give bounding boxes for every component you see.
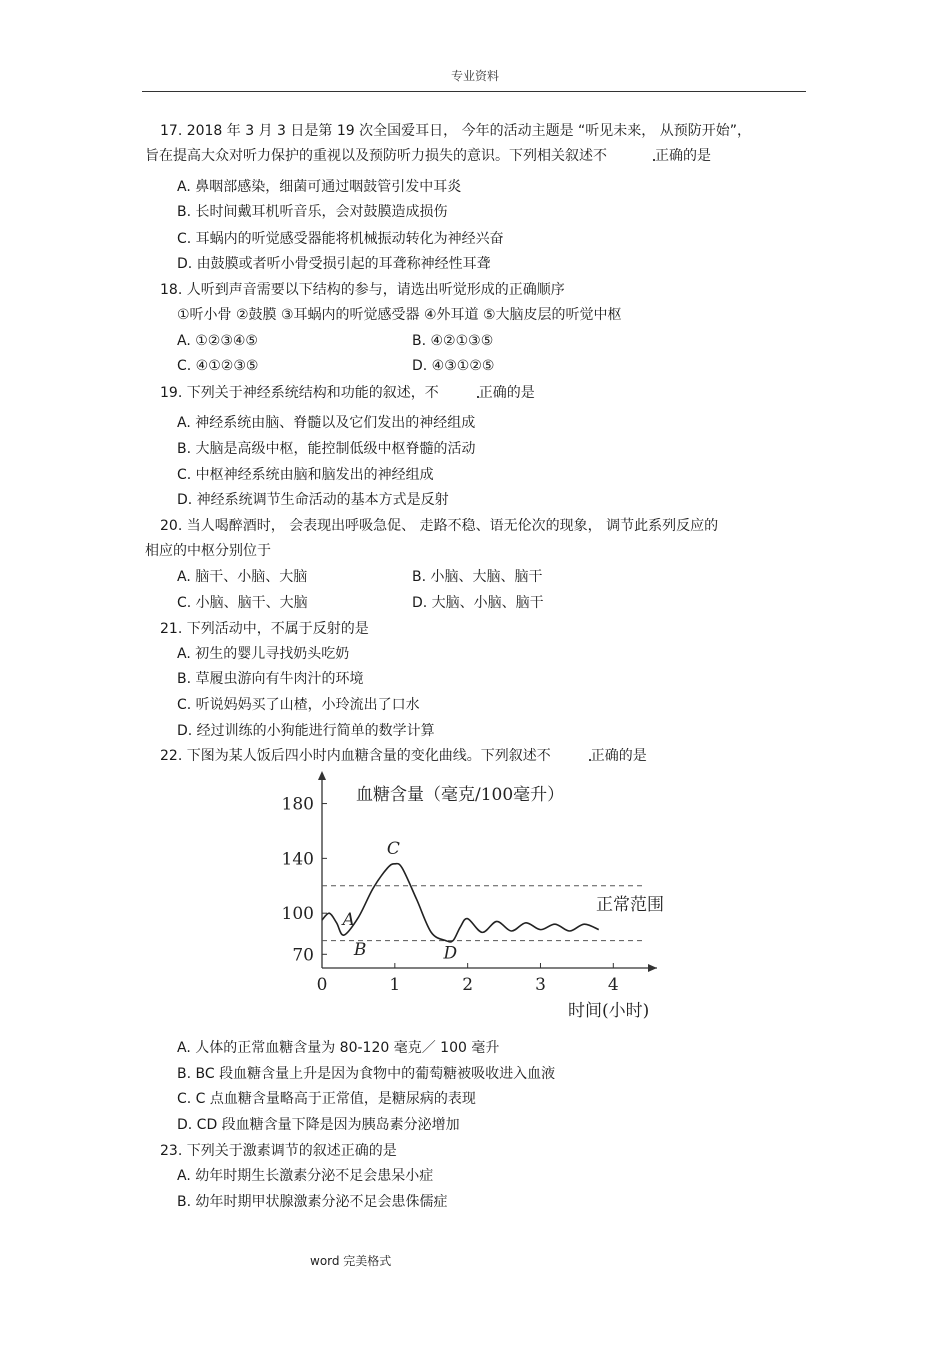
q23-option-a: A. 幼年时期生长激素分泌不足会患呆小症 xyxy=(177,1168,434,1184)
x-tick-label: 0 xyxy=(316,975,328,995)
q22-option-d: D. CD 段血糖含量下降是因为胰岛素分泌增加 xyxy=(177,1117,460,1133)
q22-option-a: A. 人体的正常血糖含量为 80-120 毫克／ 100 毫升 xyxy=(177,1040,500,1056)
q22-stem-end: 正确的是 xyxy=(590,748,647,764)
point-label-b: B xyxy=(353,940,367,961)
point-label-a: A xyxy=(342,909,355,930)
q20-option-d: D. 大脑、小脑、脑干 xyxy=(412,595,544,611)
q21-option-d: D. 经过训练的小狗能进行简单的数学计算 xyxy=(177,723,435,739)
q18-option-a: A. ①②③④⑤ xyxy=(177,333,258,349)
q23-stem: 23. 下列关于激素调节的叙述正确的是 xyxy=(160,1143,397,1159)
normal-range-label: 正常范围 xyxy=(596,895,664,915)
y-tick-label: 140 xyxy=(281,849,314,870)
y-axis-arrow xyxy=(318,771,326,780)
q21-option-a: A. 初生的婴儿寻找奶头吃奶 xyxy=(177,646,350,662)
q17-stem-line2 xyxy=(145,147,711,165)
q19-option-c: C. 中枢神经系统由脑和脑发出的神经组成 xyxy=(177,467,434,483)
point-label-c: C xyxy=(386,838,400,859)
q22-option-b: B. BC 段血糖含量上升是因为食物中的葡萄糖被吸收进入血液 xyxy=(177,1066,556,1082)
x-tick-label: 1 xyxy=(389,975,401,995)
q19-option-a: A. 神经系统由脑、脊髓以及它们发出的神经组成 xyxy=(177,415,476,431)
blood-sugar-chart xyxy=(270,770,690,1030)
q20-option-a: A. 脑干、小脑、大脑 xyxy=(177,569,308,585)
q18-stem: 18. 人听到声音需要以下结构的参与，请选出听觉形成的正确顺序 xyxy=(160,282,565,298)
page-header: 专业资料 xyxy=(450,69,499,83)
chart-xlabel: 时间(小时) xyxy=(568,1001,650,1021)
q17-option-d: D. 由鼓膜或者听小骨受损引起的耳聋称神经性耳聋 xyxy=(177,256,491,272)
q22-option-c: C. C 点血糖含量略高于正常值，是糖尿病的表现 xyxy=(177,1091,476,1107)
q18-option-d: D. ④③①②⑤ xyxy=(412,358,495,374)
y-tick-label: 180 xyxy=(281,794,314,815)
blood-sugar-curve xyxy=(322,864,599,942)
x-tick-label: 4 xyxy=(607,975,619,995)
chart-ylabel: 血糖含量（毫克/100毫升） xyxy=(356,785,565,805)
q21-option-b: B. 草履虫游向有牛肉汁的环境 xyxy=(177,671,364,687)
q17-option-b: B. 长时间戴耳机听音乐，会对鼓膜造成损伤 xyxy=(177,204,448,220)
q22-stem xyxy=(160,747,647,765)
q19-option-b: B. 大脑是高级中枢，能控制低级中枢脊髓的活动 xyxy=(177,441,476,457)
q21-stem: 21. 下列活动中，不属于反射的是 xyxy=(160,621,369,637)
q23-option-b: B. 幼年时期甲状腺激素分泌不足会患侏儒症 xyxy=(177,1194,448,1210)
q18-option-c: C. ④①②③⑤ xyxy=(177,358,259,374)
q17-option-c: C. 耳蜗内的听觉感受器能将机械振动转化为神经兴奋 xyxy=(177,231,504,247)
q19-stem-text: 19. 下列关于神经系统结构和功能的叙述，不 xyxy=(160,385,439,401)
y-tick-label: 70 xyxy=(292,945,314,966)
q20-option-b: B. 小脑、大脑、脑干 xyxy=(412,569,543,585)
x-tick-label: 2 xyxy=(462,975,474,995)
q20-stem-line2: 相应的中枢分别位于 xyxy=(145,543,271,559)
header-rule xyxy=(142,91,806,92)
x-axis-arrow xyxy=(648,964,657,972)
page-footer: word 完美格式 xyxy=(310,1254,392,1268)
q19-option-d: D. 神经系统调节生命活动的基本方式是反射 xyxy=(177,492,449,508)
x-tick-label: 3 xyxy=(535,975,546,995)
point-label-d: D xyxy=(443,943,458,964)
q20-stem-line1: 20. 当人喝醉酒时， 会表现出呼吸急促、 走路不稳、语无伦次的现象， 调节此系列反应的 xyxy=(160,518,719,534)
q17-option-a: A. 鼻咽部感染，细菌可通过咽鼓管引发中耳炎 xyxy=(177,179,462,195)
y-tick-label: 100 xyxy=(281,904,314,925)
q18-items: ①听小骨 ②鼓膜 ③耳蜗内的听觉感受器 ④外耳道 ⑤大脑皮层的听觉中枢 xyxy=(177,307,622,323)
q17-stem-line1: 17. 2018 年 3 月 3 日是第 19 次全国爱耳日， 今年的活动主题是 “听见未来， 从预防开始”， xyxy=(160,123,751,139)
q17-stem-end: 正确的是 xyxy=(655,148,711,164)
q17-stem-text: 旨在提高大众对听力保护的重视以及预防听力损失的意识。下列相关叙述不 xyxy=(145,148,607,164)
q19-stem-end: 正确的是 xyxy=(478,385,535,401)
q22-stem-text: 22. 下图为某人饭后四小时内血糖含量的变化曲线。下列叙述不 xyxy=(160,748,551,764)
q18-option-b: B. ④②①③⑤ xyxy=(412,333,494,349)
q20-option-c: C. 小脑、脑干、大脑 xyxy=(177,595,308,611)
q21-option-c: C. 听说妈妈买了山楂，小玲流出了口水 xyxy=(177,697,420,713)
q19-stem xyxy=(160,384,535,402)
